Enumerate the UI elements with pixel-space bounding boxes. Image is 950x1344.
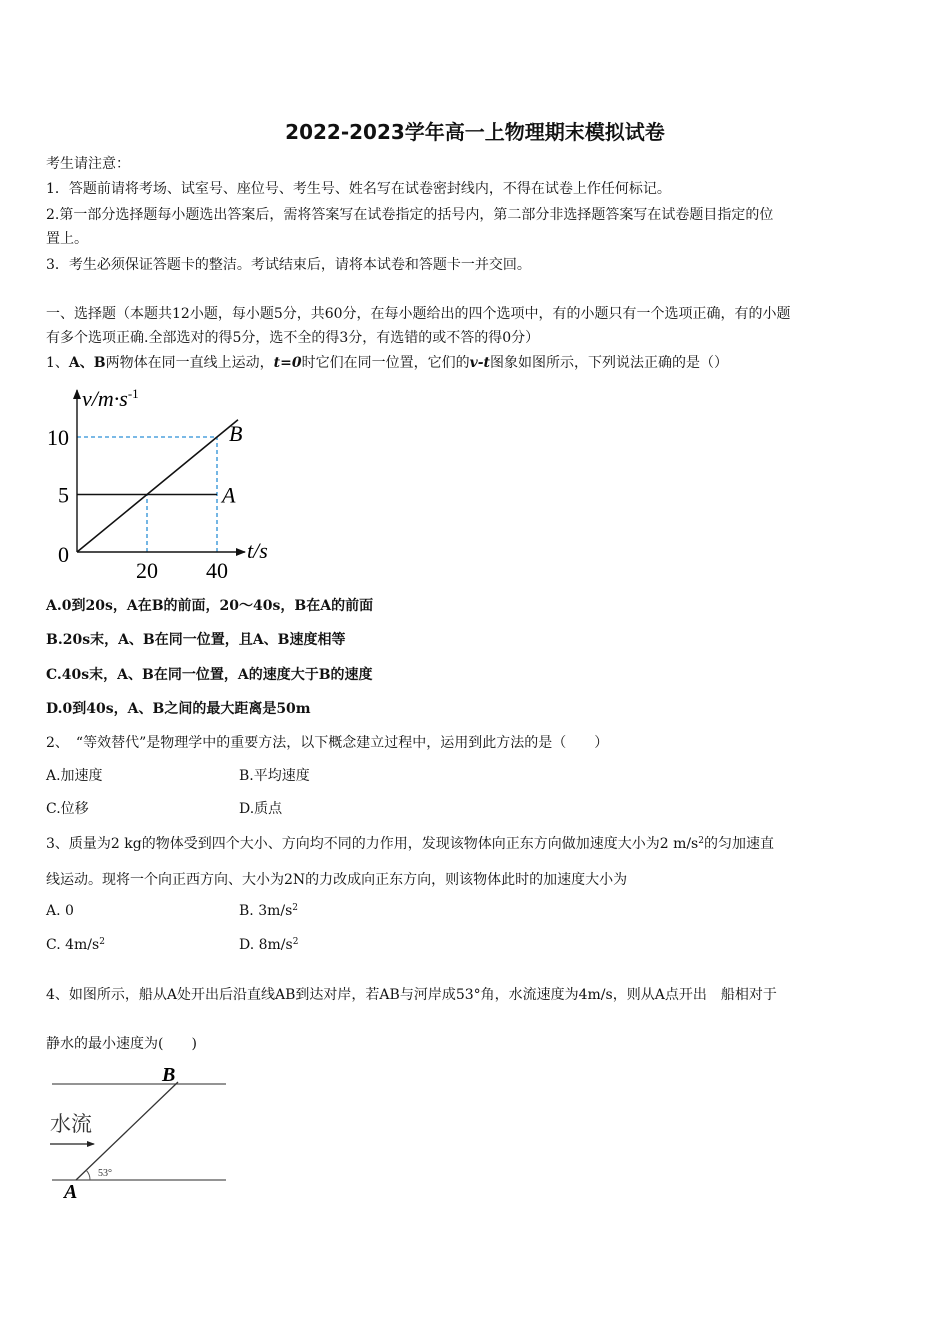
series-b-line bbox=[77, 420, 238, 552]
q3-option-a[interactable]: A. 0 bbox=[46, 903, 74, 919]
series-a-label: A bbox=[222, 482, 236, 508]
water-flow-label: 水流 bbox=[50, 1112, 92, 1136]
question-4-line-1: 4、如图所示，船从A处开出后沿直线AB到达对岸，若AB与河岸成53°角，水流速度为4m/s，则从A点开出 船相对于 bbox=[46, 987, 777, 1003]
q2-option-b[interactable]: B.平均速度 bbox=[239, 768, 310, 784]
x-tick-label: 20 bbox=[136, 558, 158, 583]
notice-heading: 考生请注意： bbox=[46, 156, 130, 172]
question-2-stem: 2、 “等效替代”是物理学中的重要方法，以下概念建立过程中，运用到此方法的是（ ） bbox=[46, 735, 609, 751]
x-tick-label: 40 bbox=[206, 558, 228, 583]
angle-arc bbox=[86, 1170, 90, 1180]
q1-stem-part: t=0 bbox=[273, 355, 302, 371]
notice-item-2-line-1: 2.第一部分选择题每小题选出答案后，需将答案写在试卷指定的括号内，第二部分非选择题答案写在试卷题目指定的位 bbox=[46, 207, 774, 223]
point-b-label: B bbox=[162, 1064, 176, 1086]
vt-graph bbox=[40, 378, 280, 588]
q3-line-1-text: 3、质量为2 kg的物体受到四个大小、方向均不同的力作用，发现该物体向正东方向做加速度大小为2 m/s bbox=[46, 836, 699, 852]
page-title: 2022-2023学年高一上物理期末模拟试卷 bbox=[285, 120, 665, 144]
notice-item-2-line-2: 置上。 bbox=[46, 231, 88, 247]
question-1-stem bbox=[46, 352, 728, 372]
q1-option-c[interactable]: C.40s末，A、B在同一位置，A的速度大于B的速度 bbox=[46, 667, 373, 683]
y-tick-label: 10 bbox=[47, 425, 69, 450]
question-3-line-2: 线运动。现将一个向正西方向、大小为2N的力改成向正东方向，则该物体此时的加速度大小为 bbox=[46, 872, 628, 888]
q2-option-d[interactable]: D.质点 bbox=[239, 801, 283, 817]
q3-option-b-text: B. 3m/s bbox=[239, 903, 293, 919]
question-3-line-1 bbox=[46, 833, 774, 853]
q2-option-a[interactable]: A.加速度 bbox=[46, 768, 103, 784]
q1-stem-part: 时它们在同一位置，它们的 bbox=[301, 355, 470, 371]
q3-unit-superscript: 2 bbox=[292, 937, 299, 947]
q3-option-b[interactable] bbox=[239, 903, 298, 919]
q3-unit-superscript: 2 bbox=[292, 903, 299, 913]
q2-option-c[interactable]: C.位移 bbox=[46, 801, 89, 817]
series-b-label: B bbox=[229, 421, 243, 446]
q1-option-b[interactable]: B.20s末，A、B在同一位置，且A、B速度相等 bbox=[46, 632, 346, 648]
q3-line-1-tail: 的匀加速直 bbox=[703, 836, 774, 852]
q3-option-d[interactable] bbox=[239, 937, 298, 953]
x-axis-label: t/s bbox=[247, 538, 268, 563]
notice-item-3: 3．考生必须保证答题卡的整洁。考试结束后，请将本试卷和答题卡一并交回。 bbox=[46, 257, 531, 273]
river-crossing-figure bbox=[46, 1060, 231, 1205]
q1-stem-part: v-t bbox=[469, 355, 490, 371]
question-4-line-2: 静水的最小速度为( ) bbox=[46, 1036, 197, 1052]
y-tick-label: 5 bbox=[58, 482, 69, 508]
q3-option-c-text: C. 4m/s bbox=[46, 937, 100, 953]
q1-option-a[interactable]: A.0到20s，A在B的前面，20～40s，B在A的前面 bbox=[46, 598, 374, 614]
q1-option-d[interactable]: D.0到40s，A、B之间的最大距离是50m bbox=[46, 701, 311, 717]
q3-unit-superscript: 2 bbox=[698, 836, 704, 846]
y-axis-label: $v/m\cdot s^{-1}$ bbox=[82, 386, 139, 411]
section-1-instructions-line-2: 有多个选项正确.全部选对的得5分，选不全的得3分，有选错的或不答的得0分） bbox=[46, 330, 540, 346]
angle-label: 53° bbox=[98, 1168, 112, 1179]
q1-stem-part: A、B bbox=[68, 355, 106, 371]
q1-stem-part: 1、 bbox=[46, 355, 69, 371]
q3-unit-superscript: 2 bbox=[99, 937, 105, 947]
notice-item-1: 1．答题前请将考场、试室号、座位号、考生号、姓名写在试卷密封线内，不得在试卷上作任何标记。 bbox=[46, 181, 671, 197]
section-1-instructions-line-1: 一、选择题（本题共12小题，每小题5分，共60分，在每小题给出的四个选项中，有的小题只有一个选项正确，有的小题 bbox=[46, 306, 791, 322]
q1-stem-part: 两物体在同一直线上运动， bbox=[105, 355, 274, 371]
point-a-label: A bbox=[64, 1181, 78, 1203]
q3-option-d-text: D. 8m/s bbox=[239, 937, 293, 953]
q1-stem-part: 图象如图所示，下列说法正确的是（） bbox=[490, 355, 728, 371]
q3-option-c[interactable] bbox=[46, 937, 105, 953]
origin-label: 0 bbox=[58, 542, 69, 567]
